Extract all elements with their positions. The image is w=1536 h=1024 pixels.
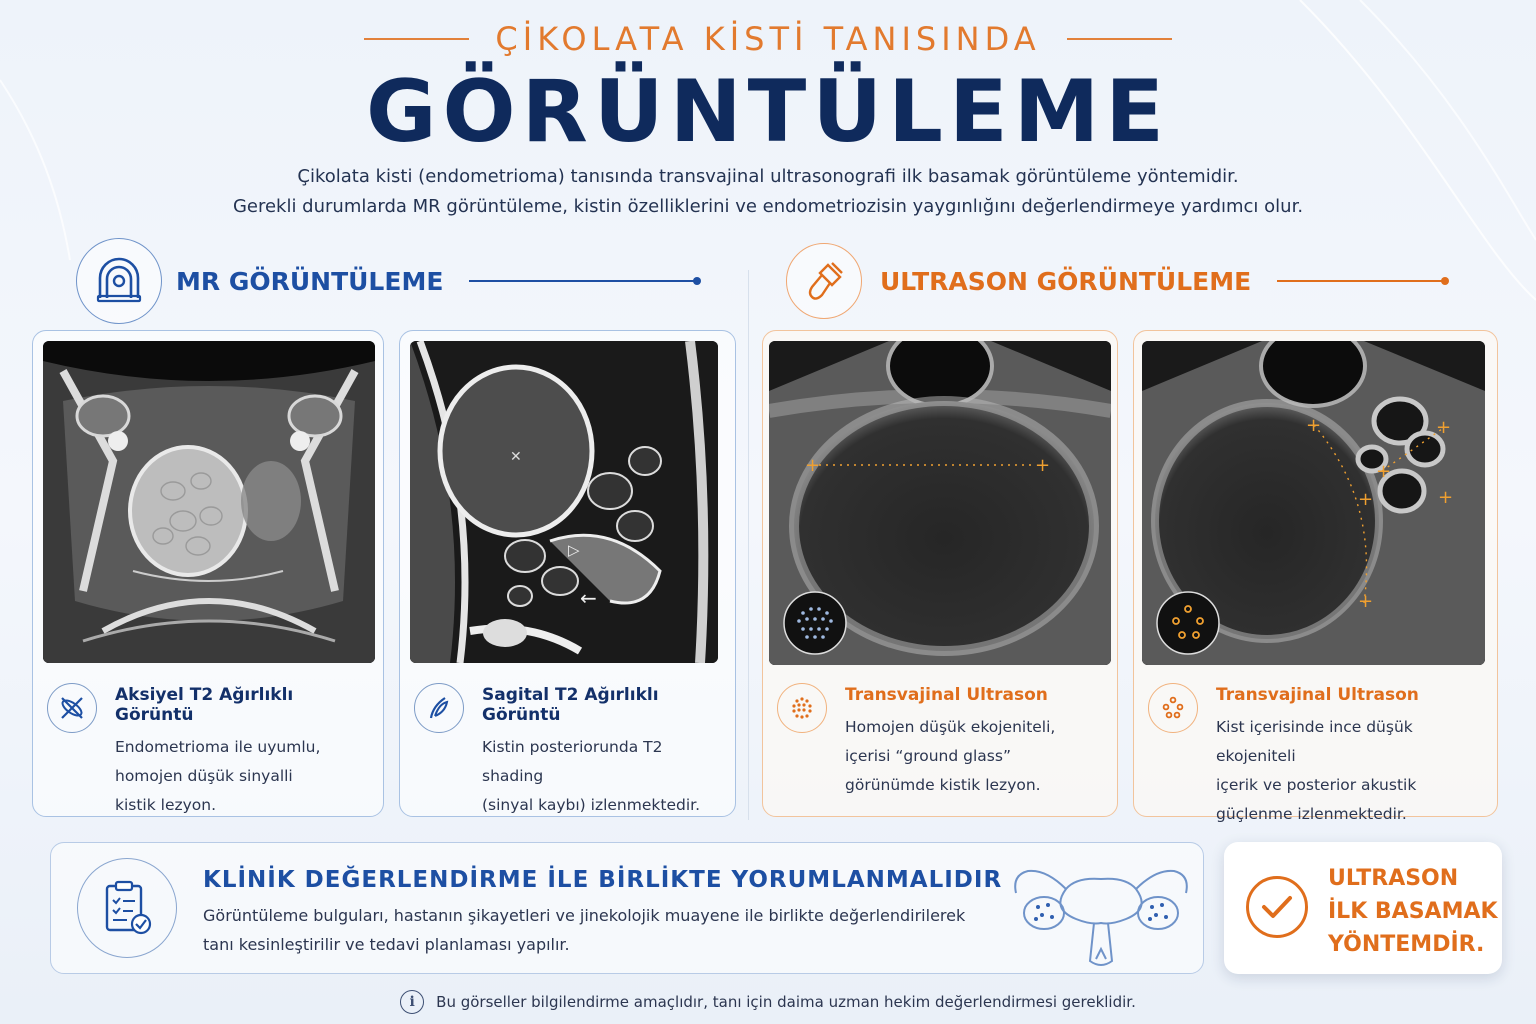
- ground-glass-icon: [777, 683, 827, 733]
- page-title: GÖRÜNTÜLEME: [365, 62, 1171, 162]
- svg-text:+: +: [1436, 417, 1452, 438]
- svg-text:+: +: [1035, 455, 1051, 476]
- svg-text:+: +: [1438, 487, 1454, 508]
- axial-mr-line-3: kistik lezyon.: [115, 796, 217, 814]
- cyst-content-icon: [1148, 683, 1198, 733]
- section-divider: [748, 270, 749, 820]
- us-ground-glass-line-1: Homojen düşük ekojeniteli,: [845, 718, 1056, 736]
- sagittal-mr-caption: [414, 683, 725, 820]
- clinical-description: [203, 901, 965, 959]
- sagittal-mr-description: [482, 733, 725, 820]
- axial-slice-icon: [47, 683, 97, 733]
- first-line-badge: [1224, 842, 1502, 974]
- us-cyst-content-image: [1142, 341, 1485, 665]
- axial-mr-line-2: homojen düşük sinyalli: [115, 767, 293, 785]
- card-sagittal-mr: [399, 330, 736, 817]
- us-ground-glass-image: [769, 341, 1111, 665]
- clinical-line-1: Görüntüleme bulguları, hastanın şikayetleri ve jinekolojik muayene ile birlikte değerlendirilerek: [203, 906, 966, 925]
- kicker-line-right: [1067, 38, 1172, 40]
- intro-line-2: Gerekli durumlarda MR görüntüleme, kistin özelliklerini ve endometriozisin yaygınlığını değerlendirmeye yardımcı olur.: [232, 196, 1304, 217]
- axial-mr-line-1: Endometrioma ile uyumlu,: [115, 738, 321, 756]
- kicker: [0, 20, 1536, 58]
- us-cyst-content-title: Transvajinal Ultrason: [1216, 685, 1419, 705]
- axial-mr-image: [43, 341, 375, 663]
- sagittal-mr-image: [410, 341, 718, 663]
- card-us-ground-glass: [762, 330, 1118, 817]
- clinical-line-2: tanı kesinleştirilir ve tedavi planlaması yapılır.: [203, 935, 570, 954]
- us-ground-glass-line-3: görünümde kistik lezyon.: [845, 776, 1041, 794]
- disclaimer: [0, 990, 1536, 1014]
- first-line-label-1: ULTRASON: [1328, 866, 1459, 891]
- sagittal-mr-line-2: (sinyal kaybı) izlenmektedir.: [482, 796, 701, 814]
- intro-text: [0, 162, 1536, 222]
- us-cyst-content-caption: [1148, 683, 1487, 829]
- svg-text:+: +: [1376, 461, 1392, 482]
- svg-text:▷: ▷: [568, 541, 580, 559]
- svg-text:+: +: [1358, 591, 1374, 612]
- us-ground-glass-title: Transvajinal Ultrason: [845, 685, 1048, 705]
- us-ground-glass-description: [845, 713, 1055, 800]
- info-icon: i: [400, 990, 424, 1014]
- axial-mr-caption: [47, 683, 373, 820]
- mr-section-header: [76, 236, 697, 326]
- us-section-header: [786, 236, 1445, 326]
- us-cyst-content-description: [1216, 713, 1487, 829]
- us-ground-glass-caption: [777, 683, 1107, 800]
- svg-text:←: ←: [580, 586, 597, 610]
- kicker-text: ÇİKOLATA KİSTİ TANISINDA: [495, 20, 1041, 58]
- uterus-illustration: [1006, 849, 1196, 973]
- card-us-cyst-content: [1133, 330, 1498, 823]
- first-line-label-2: İLK BASAMAK: [1328, 899, 1498, 924]
- svg-text:+: +: [805, 455, 821, 476]
- us-cyst-content-line-2: içerik ve posterior akustik: [1216, 776, 1417, 794]
- svg-text:+: +: [1358, 489, 1374, 510]
- clinical-title: KLİNİK DEĞERLENDİRME İLE BİRLİKTE YORUMLANMALIDIR: [203, 867, 1003, 893]
- first-line-label-3: YÖNTEMDİR.: [1328, 932, 1485, 957]
- intro-line-1: Çikolata kisti (endometrioma) tanısında transvajinal ultrasonografi ilk basamak görüntüleme yöntemidir.: [297, 166, 1239, 187]
- svg-text:+: +: [1306, 415, 1322, 436]
- us-cyst-content-line-1: Kist içerisinde ince düşük ekojeniteli: [1216, 718, 1413, 765]
- sagittal-mr-title: Sagital T2 Ağırlıklı Görüntü: [482, 685, 659, 725]
- sagittal-mr-line-1: Kistin posteriorunda T2 shading: [482, 738, 663, 785]
- axial-mr-title: Aksiyel T2 Ağırlıklı Görüntü: [115, 685, 294, 725]
- mr-section-line: [469, 280, 697, 282]
- checkmark-icon: [1246, 876, 1308, 938]
- kicker-line-left: [364, 38, 469, 40]
- clinical-evaluation-box: [50, 842, 1204, 974]
- disclaimer-text: Bu görseller bilgilendirme amaçlıdır, tanı için daima uzman hekim değerlendirmesi gereklidir.: [436, 993, 1136, 1011]
- us-section-title: ULTRASON GÖRÜNTÜLEME: [880, 266, 1252, 296]
- ultrasound-probe-icon: [786, 243, 862, 319]
- axial-mr-description: [115, 733, 373, 820]
- us-section-line: [1277, 280, 1445, 282]
- sagittal-slice-icon: [414, 683, 464, 733]
- clipboard-check-icon: [77, 858, 177, 958]
- us-cyst-content-line-3: güçlenme izlenmektedir.: [1216, 805, 1407, 823]
- card-axial-mr: [32, 330, 384, 817]
- mri-scanner-icon: [76, 238, 162, 324]
- svg-text:✕: ✕: [510, 449, 522, 465]
- first-line-label: [1328, 862, 1498, 961]
- mr-section-title: MR GÖRÜNTÜLEME: [176, 266, 444, 296]
- us-ground-glass-line-2: içerisi “ground glass”: [845, 747, 1011, 765]
